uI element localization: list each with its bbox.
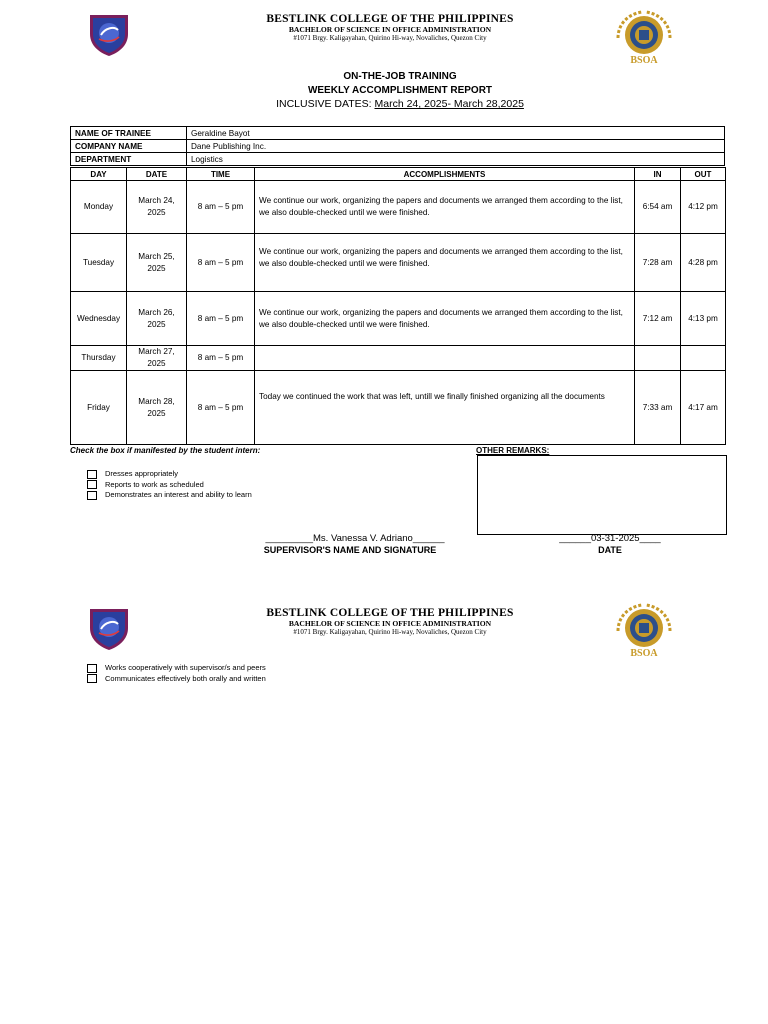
bsoa-logo-text: BSOA — [630, 648, 658, 659]
time-out-cell: 4:17 am — [681, 371, 726, 445]
day-cell: Friday — [71, 371, 127, 445]
inclusive-dates — [200, 98, 600, 110]
time-cell: 8 am – 5 pm — [187, 292, 255, 346]
checkbox[interactable] — [87, 491, 97, 500]
trainee-label: NAME OF TRAINEE — [71, 127, 187, 140]
day-cell: Tuesday — [71, 234, 127, 292]
checklist-page1 — [87, 469, 252, 501]
trainee-row — [71, 127, 725, 140]
college-logo-left-2 — [86, 606, 132, 652]
accomplishment-cell: Today we continued the work that was left, untill we finally finished organizing all the documents — [255, 371, 635, 445]
dates-label: INCLUSIVE DATES: — [276, 98, 375, 110]
date-cell: March 26, 2025 — [127, 292, 187, 346]
bsoa-logo-right — [612, 8, 676, 68]
checkbox[interactable] — [87, 470, 97, 479]
checklist-item — [87, 469, 252, 480]
time-in-cell: 7:12 am — [635, 292, 681, 346]
col-header-in: IN — [635, 168, 681, 181]
time-in-cell: 7:28 am — [635, 234, 681, 292]
college-header-2 — [220, 607, 560, 636]
table-row — [71, 181, 726, 234]
college-name: BESTLINK COLLEGE OF THE PHILIPPINES — [266, 13, 514, 25]
time-in-cell — [635, 346, 681, 371]
table-row — [71, 292, 726, 346]
department-label: DEPARTMENT — [71, 153, 187, 166]
accomplishment-cell: We continue our work, organizing the papers and documents we arranged them according to the list, we also double-checked until we were finished. — [255, 181, 635, 234]
time-out-cell: 4:12 pm — [681, 181, 726, 234]
checkbox[interactable] — [87, 664, 97, 673]
date-cell: March 24, 2025 — [127, 181, 187, 234]
col-header-accomplishments: ACCOMPLISHMENTS — [255, 168, 635, 181]
college-header — [220, 13, 560, 42]
time-in-cell: 7:33 am — [635, 371, 681, 445]
college-address: #1071 Brgy. Kaligayahan, Quirino Hi-way, Novaliches, Quezon City — [293, 34, 487, 42]
table-header-row — [71, 168, 726, 181]
time-cell: 8 am – 5 pm — [187, 181, 255, 234]
checklist-item — [87, 480, 252, 491]
checkbox[interactable] — [87, 674, 97, 683]
report-title — [200, 70, 600, 98]
department-value: Logistics — [187, 153, 725, 166]
table-row — [71, 371, 726, 445]
day-cell: Wednesday — [71, 292, 127, 346]
date-cell: March 25, 2025 — [127, 234, 187, 292]
checklist-item-label: Communicates effectively both orally and written — [105, 673, 266, 683]
time-out-cell — [681, 346, 726, 371]
col-header-day: DAY — [71, 168, 127, 181]
accomplishment-table — [70, 167, 726, 445]
checklist-item — [87, 663, 266, 674]
date-signature-line: ______03-31-2025____ — [559, 533, 661, 544]
time-cell: 8 am – 5 pm — [187, 346, 255, 371]
supervisor-signature-line: _________Ms. Vanessa V. Adriano______ — [265, 533, 445, 544]
department-row — [71, 153, 725, 166]
col-header-date: DATE — [127, 168, 187, 181]
company-row — [71, 140, 725, 153]
checklist-heading: Check the box if manifested by the student intern: — [70, 446, 261, 455]
checklist-item-label: Dresses appropriately — [105, 469, 178, 478]
day-cell: Thursday — [71, 346, 127, 371]
remarks-label: OTHER REMARKS: — [476, 446, 550, 455]
program-name: BACHELOR OF SCIENCE IN OFFICE ADMINISTRATION — [288, 619, 492, 628]
accomplishment-cell: We continue our work, organizing the papers and documents we arranged them according to the list, we also double-checked until we were finished. — [255, 292, 635, 346]
accomplishment-cell — [255, 346, 635, 371]
trainee-info-table — [70, 126, 725, 166]
day-cell: Monday — [71, 181, 127, 234]
checklist-item-label: Reports to work as scheduled — [105, 479, 204, 489]
date-cell: March 28, 2025 — [127, 371, 187, 445]
accomplishment-cell: We continue our work, organizing the papers and documents we arranged them according to the list, we also double-checked until we were finished. — [255, 234, 635, 292]
company-value: Dane Publishing Inc. — [187, 140, 725, 153]
time-in-cell: 6:54 am — [635, 181, 681, 234]
checklist-item — [87, 490, 252, 501]
college-name: BESTLINK COLLEGE OF THE PHILIPPINES — [266, 607, 514, 619]
checklist-item-label: Works cooperatively with supervisor/s and peers — [105, 663, 266, 672]
trainee-value: Geraldine Bayot — [187, 127, 725, 140]
title-line-1: ON-THE-JOB TRAINING — [343, 71, 457, 82]
company-label: COMPANY NAME — [71, 140, 187, 153]
checkbox[interactable] — [87, 480, 97, 489]
checklist-item-label: Demonstrates an interest and ability to learn — [105, 490, 252, 499]
title-line-2: WEEKLY ACCOMPLISHMENT REPORT — [307, 85, 493, 96]
college-address: #1071 Brgy. Kaligayahan, Quirino Hi-way, Novaliches, Quezon City — [293, 628, 487, 636]
col-header-out: OUT — [681, 168, 726, 181]
checklist-item — [87, 674, 266, 685]
program-name: BACHELOR OF SCIENCE IN OFFICE ADMINISTRATION — [288, 25, 492, 34]
col-header-time: TIME — [187, 168, 255, 181]
date-cell: March 27, 2025 — [127, 346, 187, 371]
dates-value: March 24, 2025- March 28,2025 — [374, 98, 524, 110]
remarks-box[interactable] — [477, 455, 727, 535]
bsoa-logo-right-2 — [612, 601, 676, 661]
time-cell: 8 am – 5 pm — [187, 234, 255, 292]
time-out-cell: 4:13 pm — [681, 292, 726, 346]
checklist-page2 — [87, 663, 266, 684]
table-row — [71, 234, 726, 292]
supervisor-caption: SUPERVISOR'S NAME AND SIGNATURE — [263, 545, 437, 555]
date-caption: DATE — [598, 545, 622, 555]
time-cell: 8 am – 5 pm — [187, 371, 255, 445]
time-out-cell: 4:28 pm — [681, 234, 726, 292]
bsoa-logo-text: BSOA — [630, 55, 658, 66]
table-row — [71, 346, 726, 371]
college-logo-left — [86, 12, 132, 58]
